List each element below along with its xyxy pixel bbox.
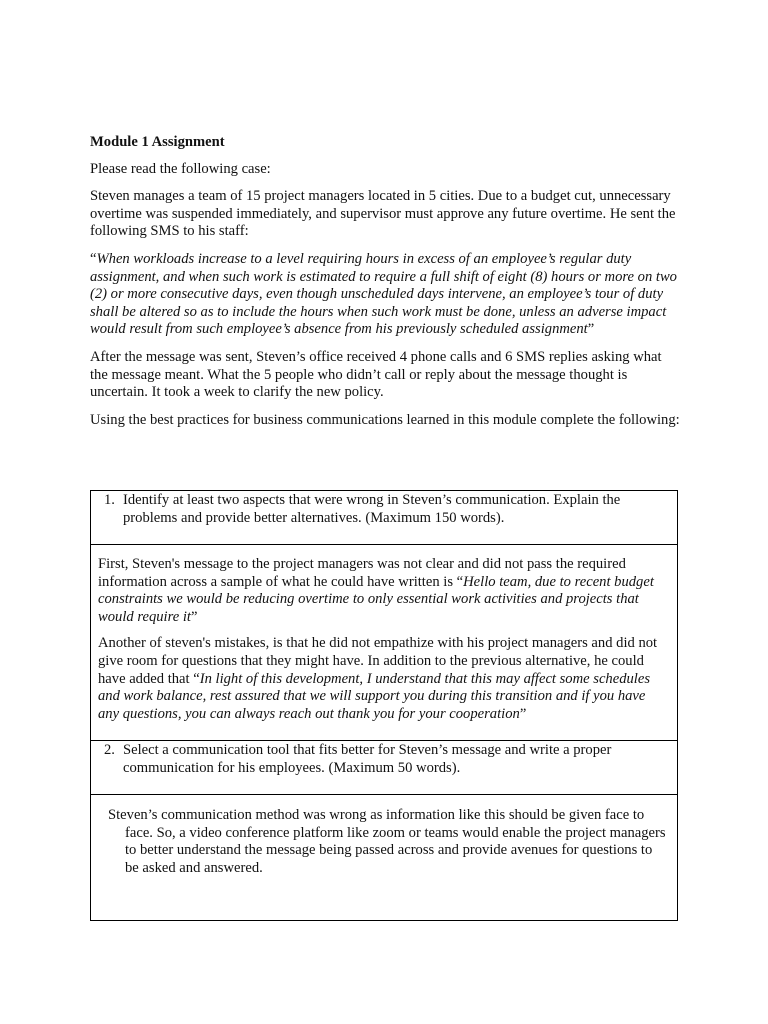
assignment-title: Module 1 Assignment — [90, 134, 225, 150]
answer-1-p1-close: ” — [190, 608, 198, 625]
answer-2-text: Steven’s communication method was wrong as information like this should be given face to face. So, a video conference platform like zoom or teams would enable the project managers to better understand the message being passed across and provide avenues for questions to be asked and answered. — [108, 807, 666, 876]
question-2-cell — [90, 741, 678, 795]
question-1-cell — [90, 490, 678, 545]
quote-close-mark: ” — [587, 321, 595, 338]
quote-open-mark: “ — [90, 250, 97, 267]
answer-1-cell — [90, 545, 678, 741]
answer-1-paragraph-1 — [98, 556, 669, 626]
answer-1-p2-example: In light of this development, I understand that this may affect some schedules and work balance, rest assured that we will support you during this transition and if you have any questions, you can always reach out thank you for your cooperation — [98, 670, 651, 722]
answer-2-cell — [90, 795, 678, 921]
answer-1-p1-example: Hello team, due to recent budget constraints we would be reducing overtime to only essential work activities and projects that would require it — [98, 573, 654, 625]
after-paragraph: After the message was sent, Steven’s office received 4 phone calls and 6 SMS replies asking what the message meant. What the 5 people who didn’t call or reply about the message thought is uncertain. It took a week to clarify the new policy. — [90, 348, 662, 401]
answer-1-p2-close: ” — [519, 705, 527, 722]
quote-body: When workloads increase to a level requiring hours in excess of an employee’s regular duty assignment, and when such work is estimated to require a full shift of eight (8) hours or more on two (2) or more consecutive days, even though unscheduled days intervene, an employee’s tour of duty shall be altered so as to include the hours when such work must be done, unless an adverse impact would result from such employee’s absence from his previously scheduled assignment — [90, 250, 677, 338]
answer-1-p2-text: Another of steven's mistakes, is that he did not empathize with his project managers and did not give room for questions that they might have. In addition to the previous alternative, he could have added that “ — [98, 635, 658, 687]
question-1-number: 1. — [104, 492, 115, 508]
sms-quote — [90, 251, 680, 339]
question-1-text: Identify at least two aspects that were wrong in Steven’s communication. Explain the problems and provide better alternatives. (Maximum 150 words). — [123, 492, 621, 526]
case-paragraph: Steven manages a team of 15 project managers located in 5 cities. Due to a budget cut, unnecessary overtime was suspended immediately, and supervisor must approve any future overtime. He sent the following SMS to his staff: — [90, 188, 676, 240]
question-2-number: 2. — [104, 742, 115, 758]
instructions-paragraph: Using the best practices for business communications learned in this module complete the following: — [90, 411, 680, 428]
answer-1-p1-text: First, Steven's message to the project managers was not clear and did not pass the required information across a sample of what he could have written is “ — [98, 556, 626, 590]
intro-line: Please read the following case: — [90, 160, 271, 177]
question-2-text: Select a communication tool that fits better for Steven’s message and write a proper communication for his employees. (Maximum 50 words). — [123, 742, 612, 776]
answer-1-paragraph-2 — [98, 635, 669, 723]
document-body — [90, 134, 680, 439]
